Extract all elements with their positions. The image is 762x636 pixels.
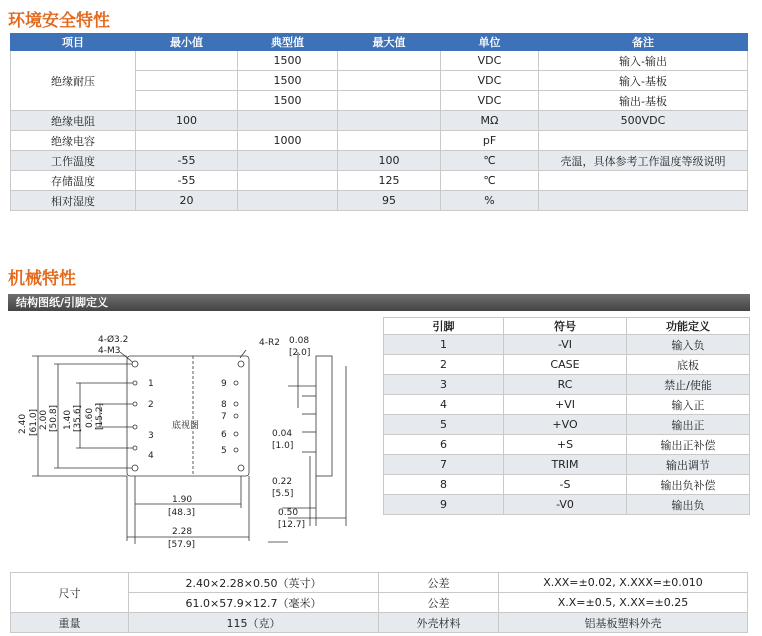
pin-hole-icon [234, 448, 238, 452]
note-cell [539, 171, 748, 191]
dim-text: 0.60 [85, 407, 95, 428]
function-cell: 输出负 [627, 495, 750, 515]
typ-cell: 1500 [238, 91, 338, 111]
note-cell [539, 131, 748, 151]
unit-cell: VDC [441, 71, 539, 91]
weight-label: 重量 [11, 613, 129, 633]
dim-text: [2.0] [289, 348, 311, 358]
pin-label: 2 [148, 400, 154, 410]
note-cell [539, 191, 748, 211]
dimension-table [10, 572, 748, 633]
max-cell [338, 131, 441, 151]
min-cell: 20 [136, 191, 238, 211]
item-cell: 工作温度 [11, 151, 136, 171]
view-label: 底视图 [172, 421, 200, 431]
item-cell: 绝缘耐压 [11, 51, 136, 111]
symbol-cell: RC [504, 375, 627, 395]
dim-text: 1.40 [63, 409, 73, 430]
header-unit: 单位 [441, 34, 539, 51]
symbol-cell: +VO [504, 415, 627, 435]
symbol-cell: -V0 [504, 495, 627, 515]
dim-text: 0.04 [272, 429, 293, 439]
dim-text: 1.90 [172, 495, 193, 505]
typ-cell [238, 111, 338, 131]
table-row [384, 495, 750, 515]
table-row [11, 151, 748, 171]
typ-cell: 1500 [238, 71, 338, 91]
pin-label: 6 [221, 430, 227, 440]
pin-header: 引脚 [384, 318, 504, 335]
dim-text: [1.0] [272, 441, 294, 451]
pin-cell: 7 [384, 455, 504, 475]
dim-text: 2.28 [172, 527, 193, 537]
function-cell: 输出调节 [627, 455, 750, 475]
header-note: 备注 [539, 34, 748, 51]
function-cell: 底板 [627, 355, 750, 375]
pin-cell: 4 [384, 395, 504, 415]
item-cell: 相对湿度 [11, 191, 136, 211]
pin-hole-icon [234, 381, 238, 385]
table-row [384, 475, 750, 495]
min-cell: -55 [136, 151, 238, 171]
dim-text: 2.40 [18, 413, 28, 434]
symbol-cell: -S [504, 475, 627, 495]
min-cell: 100 [136, 111, 238, 131]
unit-cell: pF [441, 131, 539, 151]
table-row [384, 455, 750, 475]
pin-hole-icon [133, 446, 137, 450]
note-cell: 壳温，具体参考工作温度等级说明 [539, 151, 748, 171]
mechanical-title: 机械特性 [8, 269, 76, 289]
pin-label: 7 [221, 412, 227, 422]
pin-cell: 3 [384, 375, 504, 395]
size-mm: 61.0×57.9×12.7（毫米） [129, 593, 379, 613]
tolerance-mm: X.X=±0.5, X.XX=±0.25 [499, 593, 748, 613]
mount-hole-icon [238, 361, 244, 367]
pin-label: 5 [221, 446, 227, 456]
header-min: 最小值 [136, 34, 238, 51]
dim-text: [61.0] [29, 408, 39, 436]
function-cell: 输出正 [627, 415, 750, 435]
min-cell: -55 [136, 171, 238, 191]
header-item: 项目 [11, 34, 136, 51]
typ-cell [238, 151, 338, 171]
table-row [384, 435, 750, 455]
typ-cell [238, 191, 338, 211]
function-cell: 输入负 [627, 335, 750, 355]
note-cell: 输入-输出 [539, 51, 748, 71]
table-row [11, 171, 748, 191]
symbol-cell: +S [504, 435, 627, 455]
header-typ: 典型值 [238, 34, 338, 51]
max-cell: 95 [338, 191, 441, 211]
drawing-banner: 结构图纸/引脚定义 [8, 294, 750, 311]
pin-cell: 6 [384, 435, 504, 455]
max-cell: 125 [338, 171, 441, 191]
dim-text: [15.2] [95, 402, 105, 430]
typ-cell: 1000 [238, 131, 338, 151]
table-row [11, 131, 748, 151]
safety-table [10, 33, 748, 211]
typ-cell [238, 171, 338, 191]
mount-hole-icon [132, 361, 138, 367]
max-cell: 100 [338, 151, 441, 171]
pin-hole-icon [234, 414, 238, 418]
unit-cell: ℃ [441, 171, 539, 191]
size-label: 尺寸 [11, 573, 129, 613]
outline-drawing [10, 316, 380, 556]
unit-cell: VDC [441, 91, 539, 111]
pin-hole-icon [234, 432, 238, 436]
table-row [11, 191, 748, 211]
dim-text: 0.50 [278, 508, 299, 518]
shell-value: 铝基板塑料外壳 [499, 613, 748, 633]
pin-label: 4 [148, 451, 154, 461]
module-outline [127, 356, 249, 476]
dim-text: [12.7] [278, 520, 306, 530]
pin-label: 1 [148, 379, 154, 389]
safety-header-row [11, 34, 748, 51]
size-inch: 2.40×2.28×0.50（英寸） [129, 573, 379, 593]
function-cell: 禁止/使能 [627, 375, 750, 395]
max-cell [338, 111, 441, 131]
table-row [384, 395, 750, 415]
unit-cell: VDC [441, 51, 539, 71]
table-row [11, 111, 748, 131]
unit-cell: % [441, 191, 539, 211]
item-cell: 存储温度 [11, 171, 136, 191]
tolerance-label: 公差 [379, 573, 499, 593]
weight-value: 115（克） [129, 613, 379, 633]
unit-cell: ℃ [441, 151, 539, 171]
pin-hole-icon [133, 381, 137, 385]
pin-cell: 8 [384, 475, 504, 495]
pin-hole-icon [133, 425, 137, 429]
item-cell: 绝缘电阻 [11, 111, 136, 131]
pin-hole-icon [234, 402, 238, 406]
pin-label: 8 [221, 400, 227, 410]
note-cell: 500VDC [539, 111, 748, 131]
table-row [11, 613, 748, 633]
tolerance-inch: X.XX=±0.02, X.XXX=±0.010 [499, 573, 748, 593]
pin-cell: 1 [384, 335, 504, 355]
tolerance-label: 公差 [379, 593, 499, 613]
pin-label: 3 [148, 431, 154, 441]
shell-label: 外壳材料 [379, 613, 499, 633]
dim-text: [50.8] [49, 404, 59, 432]
mount-hole-icon [238, 465, 244, 471]
dim-text: [48.3] [168, 508, 196, 518]
pin-label: 9 [221, 379, 227, 389]
function-cell: 输出正补偿 [627, 435, 750, 455]
symbol-header: 符号 [504, 318, 627, 335]
dim-text: 2.00 [39, 409, 49, 430]
typ-cell: 1500 [238, 51, 338, 71]
pin-cell: 9 [384, 495, 504, 515]
function-header: 功能定义 [627, 318, 750, 335]
side-view-outline [316, 356, 332, 476]
table-row [384, 355, 750, 375]
unit-cell: MΩ [441, 111, 539, 131]
pin-cell: 5 [384, 415, 504, 435]
dim-text: 0.08 [289, 336, 310, 346]
hole-label: 4-Ø3.2 [98, 335, 129, 345]
symbol-cell: CASE [504, 355, 627, 375]
table-row [11, 51, 748, 71]
mechanical-drawing [10, 316, 380, 556]
mount-hole-icon [132, 465, 138, 471]
dim-text: 0.22 [272, 477, 293, 487]
header-max: 最大值 [338, 34, 441, 51]
symbol-cell: TRIM [504, 455, 627, 475]
pin-cell: 2 [384, 355, 504, 375]
function-cell: 输入正 [627, 395, 750, 415]
symbol-cell: +VI [504, 395, 627, 415]
dim-text: [5.5] [272, 489, 294, 499]
function-cell: 输出负补偿 [627, 475, 750, 495]
symbol-cell: -VI [504, 335, 627, 355]
table-row [384, 335, 750, 355]
table-row [384, 415, 750, 435]
pin-hole-icon [133, 402, 137, 406]
dim-text: [35.6] [73, 404, 83, 432]
dim-text: [57.9] [168, 540, 196, 550]
table-row [11, 573, 748, 593]
safety-title: 环境安全特性 [8, 11, 110, 31]
note-cell: 输出-基板 [539, 91, 748, 111]
item-cell: 绝缘电容 [11, 131, 136, 151]
pin-table [383, 317, 750, 515]
table-row [384, 375, 750, 395]
min-cell [136, 131, 238, 151]
thread-label: 4-M3 [98, 346, 121, 356]
note-cell: 输入-基板 [539, 71, 748, 91]
pin-header-row [384, 318, 750, 335]
corner-label: 4-R2 [259, 338, 280, 348]
